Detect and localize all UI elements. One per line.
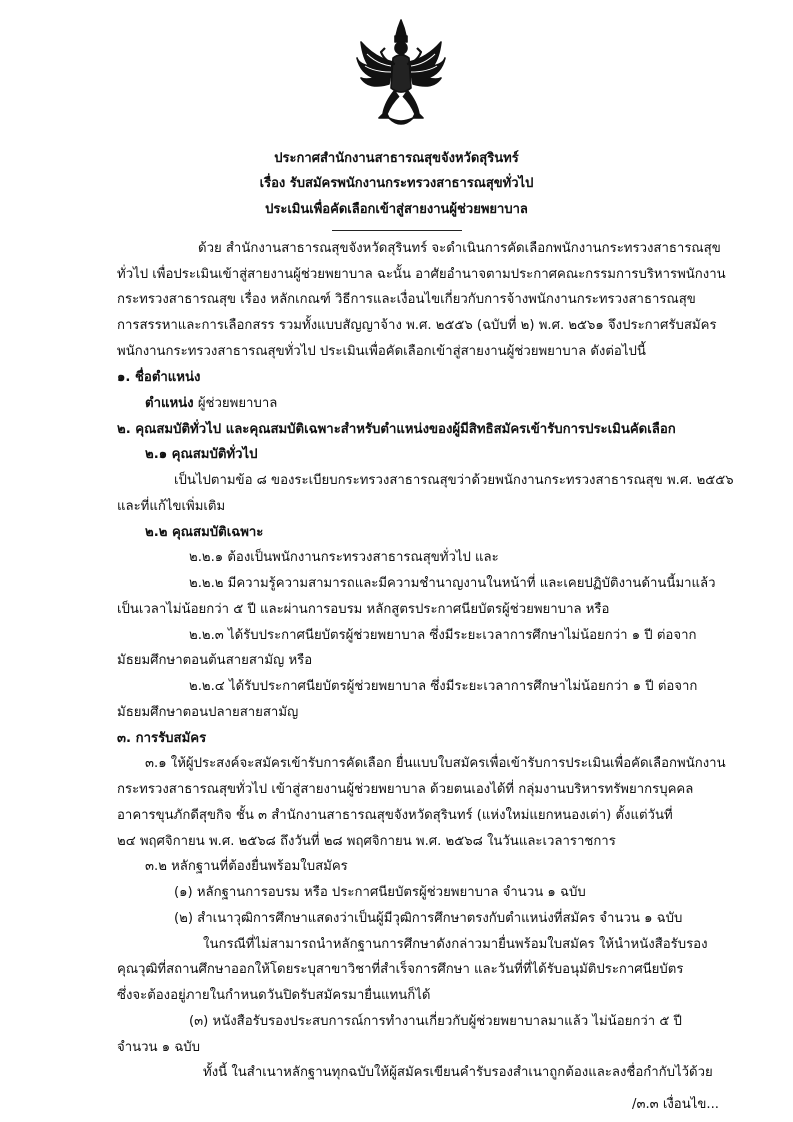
closing-note: ทั้งนี้ ในสำเนาหลักฐานทุกฉบับให้ผู้สมัครเขียนคำรับรองสำเนาถูกต้องและลงชื่อกำกับไว้ด้วย <box>203 1065 713 1080</box>
section-2-heading: ๒. คุณสมบัติทั่วไป และคุณสมบัติเฉพาะสำหรับตำแหน่งของผู้มีสิทธิสมัครเข้ารับการประเมินคัดเลือก <box>117 422 676 437</box>
title-line-1: ประกาศสำนักงานสาธารณสุขจังหวัดสุรินทร์ <box>274 151 519 166</box>
intro-line-4: การสรรหาและการเลือกสรร รวมทั้งแบบสัญญาจ้าง พ.ศ. ๒๕๕๖ (ฉบับที่ ๒) พ.ศ. ๒๕๖๑ จึงประกาศรับสมัคร <box>117 318 717 333</box>
item-3-1-line-1: ๓.๑ ให้ผู้ประสงค์จะสมัครเข้ารับการคัดเลือก ยื่นแบบใบสมัครเพื่อเข้ารับการประเมินเพื่อคัดเลือกพนักงาน <box>145 756 726 771</box>
note-line-3: ซึ่งจะต้องอยู่ภายในกำหนดวันปิดรับสมัครมายื่นแทนก็ได้ <box>117 988 431 1003</box>
item-2-2-3-line-1: ๒.๒.๓ ได้รับประกาศนียบัตรผู้ช่วยพยาบาล ซึ่งมีระยะเวลาการศึกษาไม่น้อยกว่า ๑ ปี ต่อจาก <box>189 628 697 643</box>
garuda-emblem-icon <box>355 18 447 130</box>
document-item-2: (๒) สำเนาวุฒิการศึกษาแสดงว่าเป็นผู้มีวุฒิการศึกษาตรงกับตำแหน่งที่สมัคร จำนวน ๑ ฉบับ <box>174 911 683 926</box>
section-2-1-line-1: เป็นไปตามข้อ ๘ ของระเบียบกระทรวงสาธารณสุขว่าด้วยพนักงานกระทรวงสาธารณสุข พ.ศ. ๒๕๕๖ <box>174 473 734 488</box>
position-label: ตำแหน่ง <box>145 396 194 411</box>
item-2-2-4-line-1: ๒.๒.๔ ได้รับประกาศนียบัตรผู้ช่วยพยาบาล ซึ่งมีระยะเวลาการศึกษาไม่น้อยกว่า ๑ ปี ต่อจาก <box>189 679 698 694</box>
document-item-3-line-2: จำนวน ๑ ฉบับ <box>117 1040 201 1055</box>
item-2-2-2-line-2: เป็นเวลาไม่น้อยกว่า ๕ ปี และผ่านการอบรม หลักสูตรประกาศนียบัตรผู้ช่วยพยาบาล หรือ <box>117 602 610 617</box>
item-2-2-3-line-2: มัธยมศึกษาตอนต้นสายสามัญ หรือ <box>117 653 313 668</box>
section-2-2-heading: ๒.๒ คุณสมบัติเฉพาะ <box>145 525 264 540</box>
item-3-1-line-2: กระทรวงสาธารณสุขทั่วไป เข้าสู่สายงานผู้ช่วยพยาบาล ด้วยตนเองได้ที่ กลุ่มงานบริหารทรัพยากรบุคคล <box>117 782 694 797</box>
intro-line-1: ด้วย สำนักงานสาธารณสุขจังหวัดสุรินทร์ จะดำเนินการคัดเลือกพนักงานกระทรวงสาธารณสุข <box>198 241 721 256</box>
item-3-1-line-3: อาคารขุนภักดีสุขกิจ ชั้น ๓ สำนักงานสาธารณสุขจังหวัดสุรินทร์ (แห่งใหม่แยกหนองเต่า) ตั้งแต่วันที่ <box>117 808 673 823</box>
position-value: ผู้ช่วยพยาบาล <box>197 396 278 411</box>
intro-line-3: กระทรวงสาธารณสุข เรื่อง หลักเกณฑ์ วิธีการและเงื่อนไขเกี่ยวกับการจ้างพนักงานกระทรวงสาธารณสุข <box>117 292 696 307</box>
section-2-1-heading: ๒.๑ คุณสมบัติทั่วไป <box>145 447 258 462</box>
intro-line-2: ทั่วไป เพื่อประเมินเข้าสู่สายงานผู้ช่วยพยาบาล ฉะนั้น อาศัยอำนาจตามประกาศคณะกรรมการบริหารพนักงาน <box>117 267 726 282</box>
item-2-2-4-line-2: มัธยมศึกษาตอนปลายสายสามัญ <box>117 705 299 720</box>
item-2-2-1: ๒.๒.๑ ต้องเป็นพนักงานกระทรวงสาธารณสุขทั่วไป และ <box>189 550 499 565</box>
position-row <box>145 395 277 413</box>
title-line-2: เรื่อง รับสมัครพนักงานกระทรวงสาธารณสุขทั่วไป <box>259 176 534 191</box>
document-item-3-line-1: (๓) หนังสือรับรองประสบการณ์การทำงานเกี่ยวกับผู้ช่วยพยาบาลมาแล้ว ไม่น้อยกว่า ๕ ปี <box>189 1014 682 1029</box>
note-line-1: ในกรณีที่ไม่สามารถนำหลักฐานการศึกษาดังกล่าวมายื่นพร้อมใบสมัคร ให้นำหนังสือรับรอง <box>203 937 708 952</box>
item-2-2-2-line-1: ๒.๒.๒ มีความรู้ความสามารถและมีความชำนาญงานในหน้าที่ และเคยปฏิบัติงานด้านนี้มาแล้ว <box>189 576 716 591</box>
intro-line-5: พนักงานกระทรวงสาธารณสุขทั่วไป ประเมินเพื่อคัดเลือกเข้าสู่สายงานผู้ช่วยพยาบาล ดังต่อไปนี้ <box>117 344 646 359</box>
section-2-1-line-2: และที่แก้ไขเพิ่มเติม <box>117 499 226 514</box>
document-item-1: (๑) หลักฐานการอบรม หรือ ประกาศนียบัตรผู้ช่วยพยาบาล จำนวน ๑ ฉบับ <box>174 885 586 900</box>
title-divider <box>332 230 462 231</box>
item-3-1-line-4: ๒๔ พฤศจิกายน พ.ศ. ๒๕๖๘ ถึงวันที่ ๒๘ พฤศจิกายน พ.ศ. ๒๕๖๘ ในวันและเวลาราชการ <box>117 834 616 849</box>
note-line-2: คุณวุฒิที่สถานศึกษาออกให้โดยระบุสาขาวิชาที่สำเร็จการศึกษา และวันที่ที่ได้รับอนุมัติประกาศนียบัตร <box>117 962 684 977</box>
continued-marker: /๓.๓ เงื่อนไข... <box>632 1097 719 1112</box>
title-line-3: ประเมินเพื่อคัดเลือกเข้าสู่สายงานผู้ช่วยพยาบาล <box>265 202 528 217</box>
section-3-2-heading: ๓.๒ หลักฐานที่ต้องยื่นพร้อมใบสมัคร <box>145 859 348 874</box>
section-3-heading: ๓. การรับสมัคร <box>117 731 207 746</box>
section-1-heading: ๑. ชื่อตำแหน่ง <box>117 370 201 385</box>
